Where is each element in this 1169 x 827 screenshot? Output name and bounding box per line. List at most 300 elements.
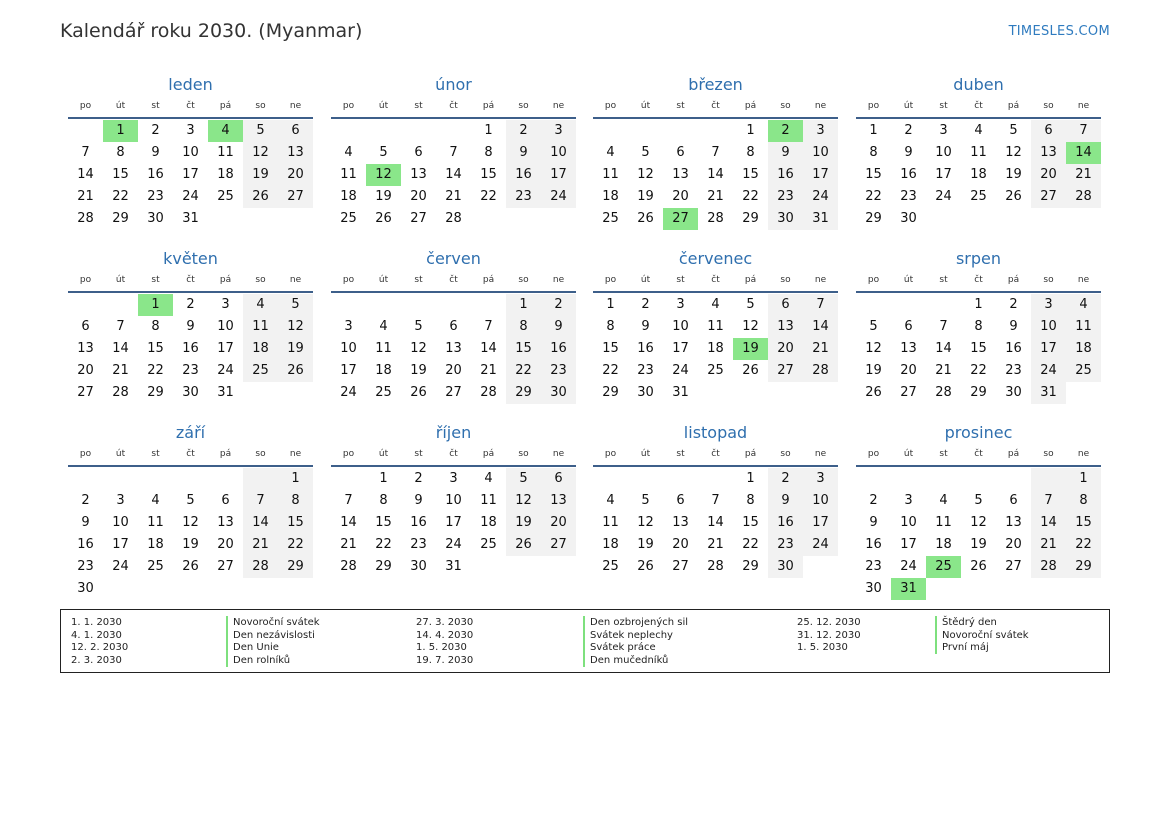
day-cell[interactable]: 22 [602,363,619,378]
day-cell[interactable]: 26 [375,211,392,226]
day-cell[interactable]: 31 [891,578,926,600]
day-cell[interactable]: 9 [904,145,913,160]
day-cell[interactable]: 3 [1031,294,1066,316]
day-cell[interactable]: 3 [803,468,838,490]
day-cell[interactable]: 29 [742,211,759,226]
day-cell[interactable]: 3 [939,123,948,138]
day-cell[interactable]: 17 [803,512,838,534]
day-cell[interactable]: 23 [637,363,654,378]
day-cell[interactable]: 10 [803,142,838,164]
day-cell[interactable]: 13 [672,167,689,182]
day-cell[interactable]: 9 [541,316,576,338]
day-cell[interactable]: 26 [1005,189,1022,204]
day-cell[interactable]: 3 [449,471,458,486]
day-cell[interactable]: 22 [506,360,541,382]
day-cell[interactable]: 1 [484,123,493,138]
day-cell[interactable]: 9 [768,490,803,512]
day-cell[interactable]: 11 [375,341,392,356]
day-cell[interactable]: 25 [707,363,724,378]
day-cell[interactable]: 28 [112,385,129,400]
day-cell[interactable]: 29 [147,385,164,400]
day-cell[interactable]: 6 [768,294,803,316]
day-cell[interactable]: 1 [278,468,313,490]
day-cell[interactable]: 2 [768,120,803,142]
day-cell[interactable]: 30 [1005,385,1022,400]
day-cell[interactable]: 21 [707,189,724,204]
day-cell[interactable]: 29 [865,211,882,226]
day-cell[interactable]: 14 [707,515,724,530]
day-cell[interactable]: 20 [672,189,689,204]
day-cell[interactable]: 26 [410,385,427,400]
day-cell[interactable]: 1 [379,471,388,486]
day-cell[interactable]: 24 [112,559,129,574]
day-cell[interactable]: 7 [939,319,948,334]
day-cell[interactable]: 16 [900,167,917,182]
day-cell[interactable]: 25 [243,360,278,382]
day-cell[interactable]: 23 [410,537,427,552]
day-cell[interactable]: 31 [217,385,234,400]
day-cell[interactable]: 8 [606,319,615,334]
day-cell[interactable]: 22 [865,189,882,204]
day-cell[interactable]: 14 [77,167,94,182]
day-cell[interactable]: 16 [541,338,576,360]
day-cell[interactable]: 17 [340,363,357,378]
day-cell[interactable]: 24 [217,363,234,378]
day-cell[interactable]: 4 [939,493,948,508]
day-cell[interactable]: 17 [900,537,917,552]
day-cell[interactable]: 16 [506,164,541,186]
day-cell[interactable]: 2 [414,471,423,486]
day-cell[interactable]: 7 [803,294,838,316]
day-cell[interactable]: 13 [410,167,427,182]
day-cell[interactable]: 14 [935,341,952,356]
day-cell[interactable]: 6 [904,319,913,334]
day-cell[interactable]: 25 [926,556,961,578]
day-cell[interactable]: 12 [742,319,759,334]
day-cell[interactable]: 9 [81,515,90,530]
day-cell[interactable]: 13 [900,341,917,356]
day-cell[interactable]: 12 [182,515,199,530]
day-cell[interactable]: 24 [445,537,462,552]
day-cell[interactable]: 14 [445,167,462,182]
day-cell[interactable]: 17 [935,167,952,182]
day-cell[interactable]: 5 [379,145,388,160]
day-cell[interactable]: 21 [340,537,357,552]
day-cell[interactable]: 19 [375,189,392,204]
day-cell[interactable]: 26 [506,534,541,556]
day-cell[interactable]: 11 [243,316,278,338]
day-cell[interactable]: 27 [278,186,313,208]
day-cell[interactable]: 18 [217,167,234,182]
day-cell[interactable]: 4 [974,123,983,138]
day-cell[interactable]: 4 [379,319,388,334]
day-cell[interactable]: 18 [1066,338,1101,360]
day-cell[interactable]: 8 [746,145,755,160]
day-cell[interactable]: 1 [103,120,138,142]
day-cell[interactable]: 16 [768,512,803,534]
day-cell[interactable]: 4 [151,493,160,508]
day-cell[interactable]: 18 [340,189,357,204]
day-cell[interactable]: 8 [379,493,388,508]
day-cell[interactable]: 19 [506,512,541,534]
day-cell[interactable]: 2 [541,294,576,316]
day-cell[interactable]: 21 [445,189,462,204]
day-cell[interactable]: 17 [1031,338,1066,360]
day-cell[interactable]: 19 [970,537,987,552]
day-cell[interactable]: 4 [606,493,615,508]
day-cell[interactable]: 14 [1066,142,1101,164]
day-cell[interactable]: 15 [480,167,497,182]
day-cell[interactable]: 11 [1066,316,1101,338]
day-cell[interactable]: 3 [676,297,685,312]
day-cell[interactable]: 2 [768,468,803,490]
day-cell[interactable]: 11 [480,493,497,508]
day-cell[interactable]: 13 [445,341,462,356]
day-cell[interactable]: 15 [375,515,392,530]
day-cell[interactable]: 10 [340,341,357,356]
day-cell[interactable]: 10 [182,145,199,160]
day-cell[interactable]: 7 [243,490,278,512]
day-cell[interactable]: 22 [742,537,759,552]
day-cell[interactable]: 2 [81,493,90,508]
brand-link[interactable]: TIMESLES.COM [1008,24,1110,39]
day-cell[interactable]: 29 [278,556,313,578]
day-cell[interactable]: 28 [480,385,497,400]
day-cell[interactable]: 18 [602,189,619,204]
day-cell[interactable]: 26 [243,186,278,208]
day-cell[interactable]: 16 [768,164,803,186]
day-cell[interactable]: 8 [869,145,878,160]
day-cell[interactable]: 7 [81,145,90,160]
day-cell[interactable]: 9 [869,515,878,530]
day-cell[interactable]: 26 [637,559,654,574]
day-cell[interactable]: 4 [1066,294,1101,316]
day-cell[interactable]: 9 [1009,319,1018,334]
day-cell[interactable]: 19 [637,189,654,204]
day-cell[interactable]: 28 [1031,556,1066,578]
day-cell[interactable]: 8 [746,493,755,508]
day-cell[interactable]: 13 [217,515,234,530]
day-cell[interactable]: 28 [803,360,838,382]
day-cell[interactable]: 18 [970,167,987,182]
day-cell[interactable]: 27 [77,385,94,400]
day-cell[interactable]: 22 [147,363,164,378]
day-cell[interactable]: 30 [637,385,654,400]
day-cell[interactable]: 20 [1005,537,1022,552]
day-cell[interactable]: 11 [147,515,164,530]
day-cell[interactable]: 12 [637,167,654,182]
day-cell[interactable]: 24 [340,385,357,400]
day-cell[interactable]: 26 [278,360,313,382]
day-cell[interactable]: 23 [768,186,803,208]
day-cell[interactable]: 6 [414,145,423,160]
day-cell[interactable]: 27 [1031,186,1066,208]
day-cell[interactable]: 1 [746,123,755,138]
day-cell[interactable]: 16 [865,537,882,552]
day-cell[interactable]: 27 [663,208,698,230]
day-cell[interactable]: 5 [186,493,195,508]
day-cell[interactable]: 20 [217,537,234,552]
day-cell[interactable]: 27 [768,360,803,382]
day-cell[interactable]: 27 [672,559,689,574]
day-cell[interactable]: 25 [480,537,497,552]
day-cell[interactable]: 15 [147,341,164,356]
day-cell[interactable]: 29 [506,382,541,404]
day-cell[interactable]: 17 [541,164,576,186]
day-cell[interactable]: 25 [340,211,357,226]
day-cell[interactable]: 9 [414,493,423,508]
day-cell[interactable]: 21 [935,363,952,378]
day-cell[interactable]: 29 [602,385,619,400]
day-cell[interactable]: 15 [865,167,882,182]
day-cell[interactable]: 21 [1066,164,1101,186]
day-cell[interactable]: 4 [208,120,243,142]
day-cell[interactable]: 22 [1066,534,1101,556]
day-cell[interactable]: 5 [641,145,650,160]
day-cell[interactable]: 8 [151,319,160,334]
day-cell[interactable]: 15 [112,167,129,182]
day-cell[interactable]: 5 [243,120,278,142]
day-cell[interactable]: 12 [865,341,882,356]
day-cell[interactable]: 25 [970,189,987,204]
day-cell[interactable]: 17 [803,164,838,186]
day-cell[interactable]: 14 [1031,512,1066,534]
day-cell[interactable]: 5 [746,297,755,312]
day-cell[interactable]: 8 [484,145,493,160]
day-cell[interactable]: 20 [278,164,313,186]
day-cell[interactable]: 20 [900,363,917,378]
day-cell[interactable]: 18 [602,537,619,552]
day-cell[interactable]: 19 [410,363,427,378]
day-cell[interactable]: 5 [869,319,878,334]
day-cell[interactable]: 30 [768,556,803,578]
day-cell[interactable]: 22 [112,189,129,204]
day-cell[interactable]: 19 [1005,167,1022,182]
day-cell[interactable]: 24 [541,186,576,208]
day-cell[interactable]: 16 [182,341,199,356]
day-cell[interactable]: 12 [243,142,278,164]
day-cell[interactable]: 24 [672,363,689,378]
day-cell[interactable]: 22 [970,363,987,378]
day-cell[interactable]: 9 [506,142,541,164]
day-cell[interactable]: 7 [1066,120,1101,142]
day-cell[interactable]: 26 [970,559,987,574]
day-cell[interactable]: 21 [112,363,129,378]
day-cell[interactable]: 22 [742,189,759,204]
day-cell[interactable]: 4 [344,145,353,160]
day-cell[interactable]: 16 [637,341,654,356]
day-cell[interactable]: 20 [445,363,462,378]
day-cell[interactable]: 16 [410,515,427,530]
day-cell[interactable]: 13 [768,316,803,338]
day-cell[interactable]: 10 [217,319,234,334]
day-cell[interactable]: 7 [1031,490,1066,512]
day-cell[interactable]: 8 [278,490,313,512]
day-cell[interactable]: 31 [1031,382,1066,404]
day-cell[interactable]: 1 [506,294,541,316]
day-cell[interactable]: 14 [340,515,357,530]
day-cell[interactable]: 27 [410,211,427,226]
day-cell[interactable]: 12 [278,316,313,338]
day-cell[interactable]: 2 [904,123,913,138]
day-cell[interactable]: 17 [672,341,689,356]
day-cell[interactable]: 5 [506,468,541,490]
day-cell[interactable]: 13 [672,515,689,530]
day-cell[interactable]: 5 [641,493,650,508]
day-cell[interactable]: 8 [1066,490,1101,512]
day-cell[interactable]: 23 [1005,363,1022,378]
day-cell[interactable]: 7 [449,145,458,160]
day-cell[interactable]: 11 [217,145,234,160]
day-cell[interactable]: 18 [243,338,278,360]
day-cell[interactable]: 9 [186,319,195,334]
day-cell[interactable]: 14 [112,341,129,356]
day-cell[interactable]: 23 [147,189,164,204]
day-cell[interactable]: 23 [768,534,803,556]
day-cell[interactable]: 20 [672,537,689,552]
day-cell[interactable]: 14 [803,316,838,338]
day-cell[interactable]: 29 [375,559,392,574]
day-cell[interactable]: 22 [278,534,313,556]
day-cell[interactable]: 28 [1066,186,1101,208]
day-cell[interactable]: 1 [138,294,173,316]
day-cell[interactable]: 14 [707,167,724,182]
day-cell[interactable]: 27 [1005,559,1022,574]
day-cell[interactable]: 10 [900,515,917,530]
day-cell[interactable]: 6 [1031,120,1066,142]
day-cell[interactable]: 4 [243,294,278,316]
day-cell[interactable]: 25 [1066,360,1101,382]
day-cell[interactable]: 6 [221,493,230,508]
day-cell[interactable]: 7 [711,493,720,508]
day-cell[interactable]: 29 [1066,556,1101,578]
day-cell[interactable]: 28 [935,385,952,400]
day-cell[interactable]: 10 [672,319,689,334]
day-cell[interactable]: 1 [974,297,983,312]
day-cell[interactable]: 23 [77,559,94,574]
day-cell[interactable]: 8 [974,319,983,334]
day-cell[interactable]: 30 [900,211,917,226]
day-cell[interactable]: 17 [445,515,462,530]
day-cell[interactable]: 28 [445,211,462,226]
day-cell[interactable]: 20 [410,189,427,204]
day-cell[interactable]: 6 [676,493,685,508]
day-cell[interactable]: 26 [182,559,199,574]
day-cell[interactable]: 10 [935,145,952,160]
day-cell[interactable]: 27 [900,385,917,400]
day-cell[interactable]: 11 [935,515,952,530]
day-cell[interactable]: 3 [803,120,838,142]
day-cell[interactable]: 19 [182,537,199,552]
day-cell[interactable]: 29 [112,211,129,226]
day-cell[interactable]: 28 [243,556,278,578]
day-cell[interactable]: 10 [803,490,838,512]
day-cell[interactable]: 6 [541,468,576,490]
day-cell[interactable]: 30 [182,385,199,400]
day-cell[interactable]: 27 [217,559,234,574]
day-cell[interactable]: 30 [865,581,882,596]
day-cell[interactable]: 5 [1009,123,1018,138]
day-cell[interactable]: 30 [410,559,427,574]
day-cell[interactable]: 15 [278,512,313,534]
day-cell[interactable]: 13 [541,490,576,512]
day-cell[interactable]: 20 [541,512,576,534]
day-cell[interactable]: 27 [541,534,576,556]
day-cell[interactable]: 20 [1031,164,1066,186]
day-cell[interactable]: 15 [602,341,619,356]
day-cell[interactable]: 4 [711,297,720,312]
day-cell[interactable]: 28 [707,559,724,574]
day-cell[interactable]: 18 [707,341,724,356]
day-cell[interactable]: 2 [869,493,878,508]
day-cell[interactable]: 3 [541,120,576,142]
day-cell[interactable]: 30 [147,211,164,226]
day-cell[interactable]: 25 [217,189,234,204]
day-cell[interactable]: 23 [900,189,917,204]
day-cell[interactable]: 26 [637,211,654,226]
day-cell[interactable]: 3 [344,319,353,334]
day-cell[interactable]: 28 [340,559,357,574]
day-cell[interactable]: 12 [506,490,541,512]
day-cell[interactable]: 28 [707,211,724,226]
day-cell[interactable]: 31 [803,208,838,230]
day-cell[interactable]: 22 [480,189,497,204]
day-cell[interactable]: 3 [904,493,913,508]
day-cell[interactable]: 19 [243,164,278,186]
day-cell[interactable]: 10 [1031,316,1066,338]
day-cell[interactable]: 16 [1005,341,1022,356]
day-cell[interactable]: 24 [900,559,917,574]
day-cell[interactable]: 11 [602,515,619,530]
day-cell[interactable]: 25 [147,559,164,574]
day-cell[interactable]: 26 [742,363,759,378]
day-cell[interactable]: 19 [278,338,313,360]
day-cell[interactable]: 19 [733,338,768,360]
day-cell[interactable]: 31 [182,211,199,226]
day-cell[interactable]: 16 [77,537,94,552]
day-cell[interactable]: 12 [637,515,654,530]
day-cell[interactable]: 18 [375,363,392,378]
day-cell[interactable]: 21 [707,537,724,552]
day-cell[interactable]: 7 [116,319,125,334]
day-cell[interactable]: 30 [77,581,94,596]
day-cell[interactable]: 4 [606,145,615,160]
day-cell[interactable]: 23 [541,360,576,382]
day-cell[interactable]: 21 [803,338,838,360]
day-cell[interactable]: 6 [278,120,313,142]
day-cell[interactable]: 24 [803,186,838,208]
day-cell[interactable]: 6 [1009,493,1018,508]
day-cell[interactable]: 13 [278,142,313,164]
day-cell[interactable]: 11 [340,167,357,182]
day-cell[interactable]: 25 [375,385,392,400]
day-cell[interactable]: 3 [221,297,230,312]
day-cell[interactable]: 13 [77,341,94,356]
day-cell[interactable]: 19 [865,363,882,378]
day-cell[interactable]: 17 [217,341,234,356]
day-cell[interactable]: 2 [151,123,160,138]
day-cell[interactable]: 24 [935,189,952,204]
day-cell[interactable]: 15 [970,341,987,356]
day-cell[interactable]: 25 [602,211,619,226]
day-cell[interactable]: 26 [865,385,882,400]
day-cell[interactable]: 1 [606,297,615,312]
day-cell[interactable]: 17 [112,537,129,552]
day-cell[interactable]: 29 [742,559,759,574]
day-cell[interactable]: 27 [445,385,462,400]
day-cell[interactable]: 2 [186,297,195,312]
day-cell[interactable]: 5 [278,294,313,316]
